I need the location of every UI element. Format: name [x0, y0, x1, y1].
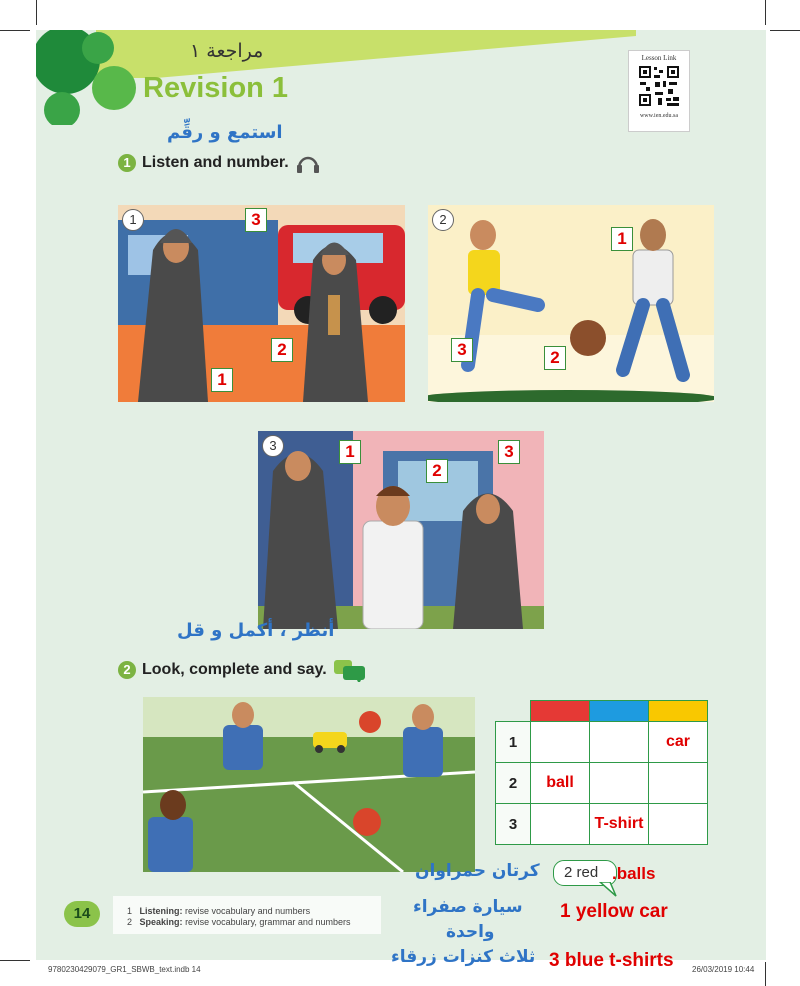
- objective-label: Speaking:: [139, 917, 183, 927]
- answer-arabic-2: سيارة صفراء: [413, 897, 523, 917]
- answer-box[interactable]: 3: [245, 208, 267, 232]
- lesson-link-label: Lesson Link: [641, 54, 677, 62]
- table-cell[interactable]: ball: [531, 763, 590, 804]
- ex1-title: Listen and number.: [142, 154, 289, 171]
- objective-label: Listening:: [139, 906, 183, 916]
- website-label: www.ien.edu.sa: [639, 113, 679, 119]
- scene-number: 3: [262, 435, 284, 457]
- answer-english-1: .balls: [612, 864, 656, 883]
- ex2-title-arabic: أنظر ، أكمل و قل: [177, 620, 335, 641]
- colour-swatch-red: [531, 701, 590, 722]
- table-cell[interactable]: car: [649, 722, 708, 763]
- date-info: 26/03/2019 10:44: [692, 965, 755, 974]
- answer-arabic-4: ثلاث كنزات زرقاء: [391, 947, 536, 967]
- objective-2: [127, 917, 350, 927]
- row-number: 1: [496, 722, 531, 763]
- table-cell[interactable]: [531, 722, 590, 763]
- crop-mark: [765, 962, 766, 986]
- crop-mark: [770, 30, 800, 31]
- speech-bubbles-icon: [333, 658, 367, 682]
- scene-number: 2: [432, 209, 454, 231]
- ex2-title: Look, complete and say.: [142, 661, 327, 678]
- scene-1-illustration: [118, 205, 405, 402]
- ex2-number-badge: 2: [118, 661, 136, 679]
- answer-box[interactable]: 2: [544, 346, 566, 370]
- answer-box[interactable]: 3: [498, 440, 520, 464]
- scene-1: [118, 205, 405, 402]
- answer-box[interactable]: 1: [339, 440, 361, 464]
- bubble-tail: [598, 882, 618, 898]
- colour-swatch-blue: [590, 701, 649, 722]
- table-row: [496, 722, 708, 763]
- ex2-heading: [118, 658, 367, 682]
- answer-box[interactable]: 3: [451, 338, 473, 362]
- file-info: 9780230429079_GR1_SBWB_text.indb 14: [48, 965, 201, 974]
- lesson-link-card[interactable]: [628, 50, 690, 132]
- answer-box[interactable]: 2: [271, 338, 293, 362]
- scene-3: [258, 431, 544, 629]
- answer-box[interactable]: 1: [611, 227, 633, 251]
- table-row: [496, 804, 708, 845]
- headphones-icon: [295, 152, 321, 174]
- objective-number: 2: [127, 917, 133, 927]
- colour-grid: [495, 700, 708, 845]
- table-cell[interactable]: [590, 722, 649, 763]
- crop-mark: [0, 960, 30, 961]
- row-number: 2: [496, 763, 531, 804]
- colour-swatch-yellow: [649, 701, 708, 722]
- qr-code-icon: [638, 65, 680, 107]
- ex1-title-arabic: استمع و رقِّم: [167, 122, 283, 143]
- answer-english-2: 1 yellow car: [560, 901, 668, 922]
- table-cell[interactable]: [531, 804, 590, 845]
- scene-2-illustration: [428, 205, 714, 402]
- objective-1: [127, 906, 310, 916]
- header-decoration: [36, 30, 636, 125]
- title-arabic: مراجعة ١: [190, 40, 264, 62]
- objectives-box: [113, 896, 381, 934]
- answer-arabic-3: واحدة: [446, 922, 495, 942]
- table-cell[interactable]: T-shirt: [590, 804, 649, 845]
- crop-mark: [0, 30, 30, 31]
- answer-english-3: 3 blue t-shirts: [549, 950, 674, 971]
- table-cell[interactable]: [649, 804, 708, 845]
- objective-text: revise vocabulary, grammar and numbers: [185, 917, 351, 927]
- answer-arabic-1: كرتان حمراوان: [415, 861, 540, 881]
- answer-box[interactable]: 2: [426, 459, 448, 483]
- page-title: Revision 1: [143, 72, 289, 104]
- ex1-heading: [118, 152, 321, 174]
- table-cell[interactable]: [649, 763, 708, 804]
- table-cell[interactable]: [590, 763, 649, 804]
- grid-corner: [496, 701, 531, 722]
- ex2-picture: [143, 697, 475, 872]
- objective-text: revise vocabulary and numbers: [185, 906, 311, 916]
- ex2-illustration: [143, 697, 475, 872]
- table-row: [496, 763, 708, 804]
- row-number: 3: [496, 804, 531, 845]
- example-text: 2 red: [564, 864, 599, 881]
- ex1-number-badge: 1: [118, 154, 136, 172]
- objective-number: 1: [127, 906, 133, 916]
- crop-mark: [36, 0, 37, 25]
- answer-box[interactable]: 1: [211, 368, 233, 392]
- scene-number: 1: [122, 209, 144, 231]
- scene-2: [428, 205, 714, 402]
- crop-mark: [765, 0, 766, 25]
- page-number: 14: [64, 901, 100, 927]
